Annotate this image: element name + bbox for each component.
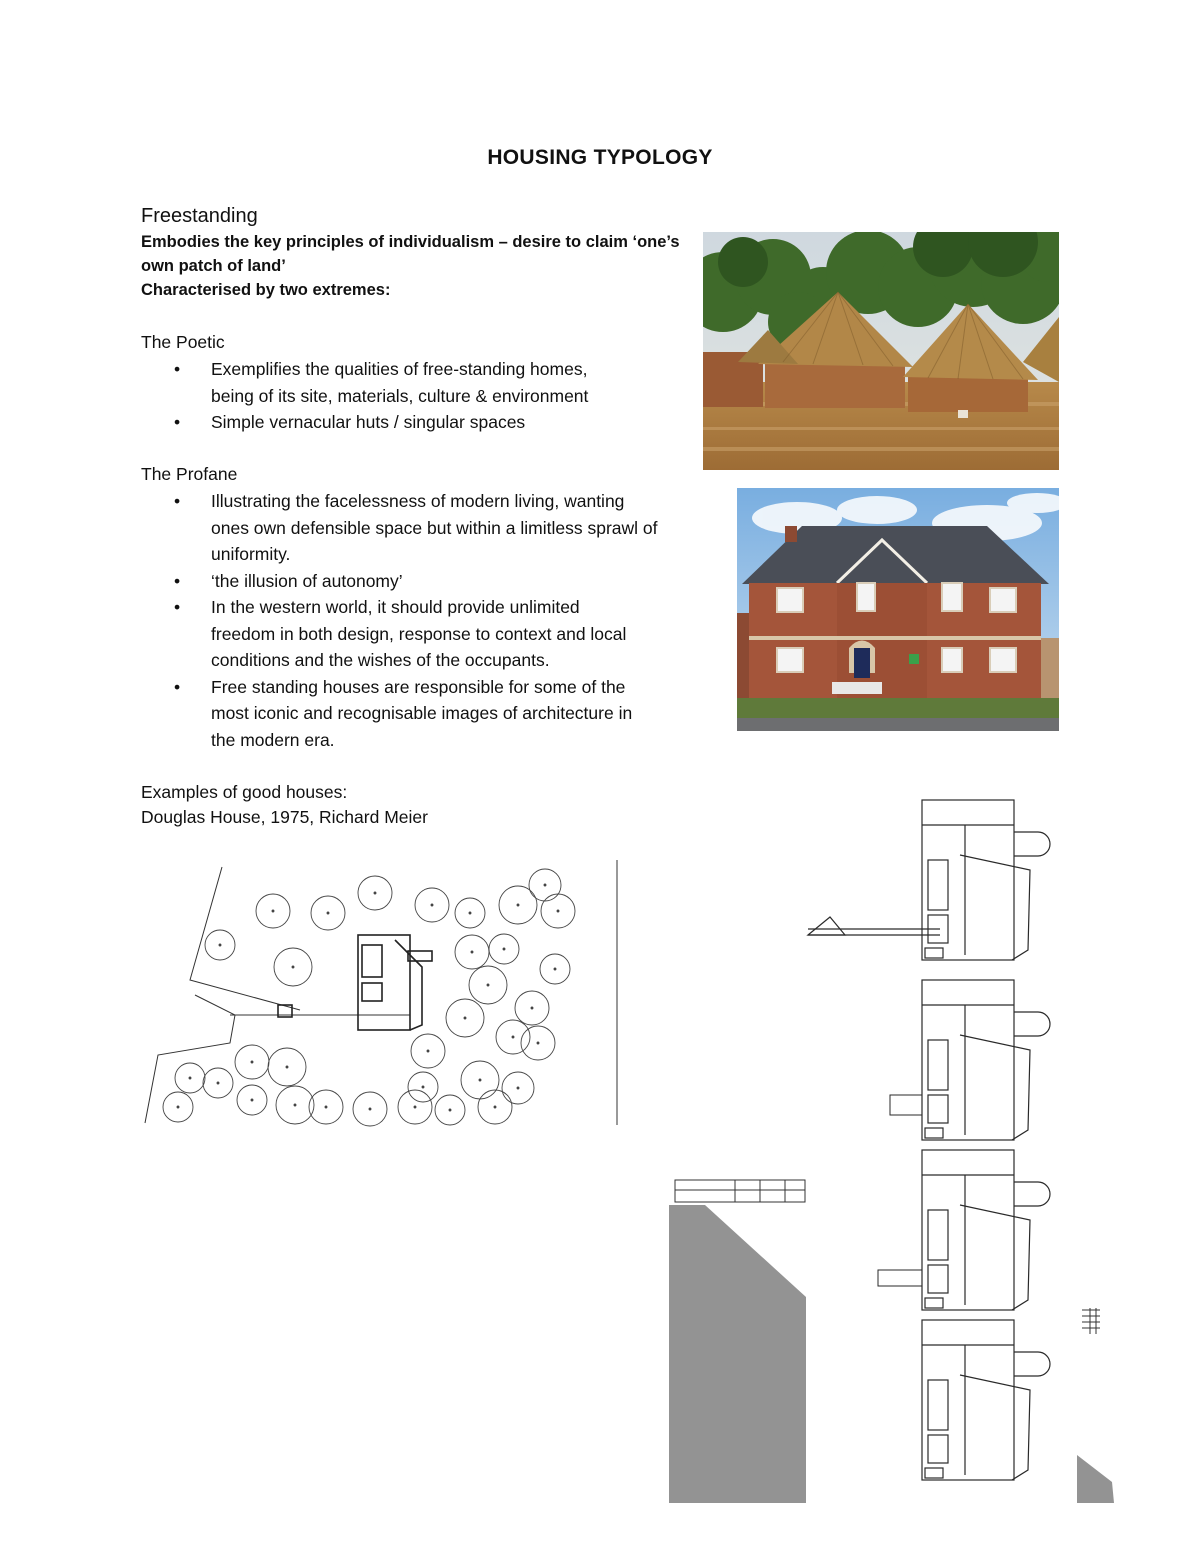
floor-plan-room — [928, 1265, 948, 1293]
tree-dot — [272, 910, 274, 912]
poetic-list — [141, 356, 588, 436]
example-item: Douglas House, 1975, Richard Meier — [141, 807, 428, 827]
tree-dot — [286, 1066, 288, 1068]
intro-line: Embodies the key principles of individualism – desire to claim ‘one’s — [141, 233, 680, 251]
floor-plan-room — [928, 1380, 948, 1430]
floor-plan-outline — [922, 1320, 1014, 1480]
tree-dot — [189, 1077, 191, 1079]
intro-line: own patch of land’ — [141, 257, 286, 275]
list-line: uniformity. — [211, 544, 291, 564]
tree-dot — [469, 912, 471, 914]
tree-dot — [325, 1106, 327, 1108]
floor-plan-stair — [925, 1468, 943, 1478]
tree-dot — [557, 910, 559, 912]
tree-dot — [251, 1099, 253, 1101]
list-line: most iconic and recognisable images of architecture in — [211, 703, 633, 723]
section-drawing — [665, 1175, 810, 1505]
tree-dot — [479, 1079, 481, 1081]
list-item — [141, 356, 588, 409]
floor-plan-room — [928, 1210, 948, 1260]
tree-dot — [503, 948, 505, 950]
intro-text — [141, 230, 680, 302]
list-line: In the western world, it should provide unlimited — [211, 597, 580, 617]
floor-plan-stair — [925, 948, 943, 958]
list-line: Illustrating the facelessness of modern living, wanting — [211, 491, 625, 511]
tree-dot — [422, 1086, 424, 1088]
list-line: freedom in both design, response to context and local — [211, 623, 627, 644]
tree-dot — [494, 1106, 496, 1108]
tree-dot — [471, 951, 473, 953]
tree-dot — [537, 1042, 539, 1044]
tree-dot — [217, 1082, 219, 1084]
bridge-ramp — [808, 917, 845, 935]
floor-plan-balcony — [1014, 1012, 1050, 1036]
tree-dot — [464, 1017, 466, 1019]
site-plan-drawing — [140, 855, 625, 1130]
floor-plan-entry — [878, 1270, 922, 1286]
floor-plan-outline — [922, 980, 1014, 1140]
list-item — [141, 674, 657, 754]
list-line: Simple vernacular huts / singular spaces — [211, 412, 526, 432]
tree-dot — [292, 966, 294, 968]
section-heading: Freestanding — [141, 205, 258, 227]
poetic-heading: The Poetic — [141, 332, 225, 352]
tree-dot — [554, 968, 556, 970]
list-item — [141, 568, 657, 595]
list-line: ones own defensible space but within a limitless sprawl of — [211, 517, 658, 538]
list-line: Exemplifies the qualities of free-standing homes, — [211, 359, 588, 379]
floor-plan-curve-wall — [960, 855, 1030, 960]
tree-dot — [219, 944, 221, 946]
floor-plan-curve-wall — [960, 1035, 1030, 1140]
floor-plan-room — [928, 1095, 948, 1123]
tree-dot — [177, 1106, 179, 1108]
floor-plan-entry — [890, 1095, 922, 1115]
floor-plan-balcony — [1014, 832, 1050, 856]
tree-dot — [414, 1106, 416, 1108]
profane-heading: The Profane — [141, 464, 238, 484]
intro-line: Characterised by two extremes: — [141, 281, 391, 299]
floor-plan-room — [928, 1435, 948, 1463]
floor-plan-stair — [925, 1128, 943, 1138]
tree-dot — [517, 904, 519, 906]
tree-dot — [449, 1109, 451, 1111]
list-item — [141, 594, 657, 674]
tree-dot — [517, 1087, 519, 1089]
vernacular-huts-photo — [703, 232, 1059, 470]
floor-plan-room — [928, 1040, 948, 1090]
list-line: ‘the illusion of autonomy’ — [211, 570, 403, 591]
list-line: Free standing houses are responsible for some of the — [211, 676, 626, 697]
list-line: the modern era. — [211, 729, 335, 750]
bullet-icon: • — [174, 412, 181, 432]
floor-plan-curve-wall — [960, 1205, 1030, 1310]
modern-house-photo — [737, 488, 1059, 731]
tree-dot — [531, 1007, 533, 1009]
profane-list — [141, 488, 657, 753]
floor-plan-curve-wall — [960, 1375, 1030, 1480]
bullet-icon: • — [174, 491, 181, 511]
list-line: conditions and the wishes of the occupants. — [211, 650, 550, 670]
list-line: being of its site, materials, culture & environment — [211, 385, 589, 406]
examples-heading: Examples of good houses: — [141, 782, 348, 802]
bullet-icon: • — [174, 359, 181, 379]
tree-dot — [369, 1108, 371, 1110]
tree-dot — [327, 912, 329, 914]
bullet-icon: • — [174, 597, 181, 617]
section-fragment-drawing — [1072, 1300, 1117, 1505]
floor-plan-balcony — [1014, 1182, 1050, 1206]
bullet-icon: • — [174, 676, 181, 697]
tree-dot — [294, 1104, 296, 1106]
floor-plan-room — [928, 860, 948, 910]
floor-plans-drawing — [800, 795, 1060, 1495]
tree-dot — [544, 884, 546, 886]
floor-plan-stair — [925, 1298, 943, 1308]
floor-plan-outline — [922, 1150, 1014, 1310]
list-item — [141, 488, 657, 568]
page-title: HOUSING TYPOLOGY — [487, 146, 713, 169]
floor-plan-outline — [922, 800, 1014, 960]
bullet-icon: • — [174, 570, 181, 591]
floor-plan-balcony — [1014, 1352, 1050, 1376]
tree-dot — [374, 892, 376, 894]
tree-dot — [427, 1050, 429, 1052]
tree-dot — [431, 904, 433, 906]
list-item — [141, 409, 588, 436]
tree-dot — [251, 1061, 253, 1063]
tree-dot — [512, 1036, 514, 1038]
tree-dot — [487, 984, 489, 986]
